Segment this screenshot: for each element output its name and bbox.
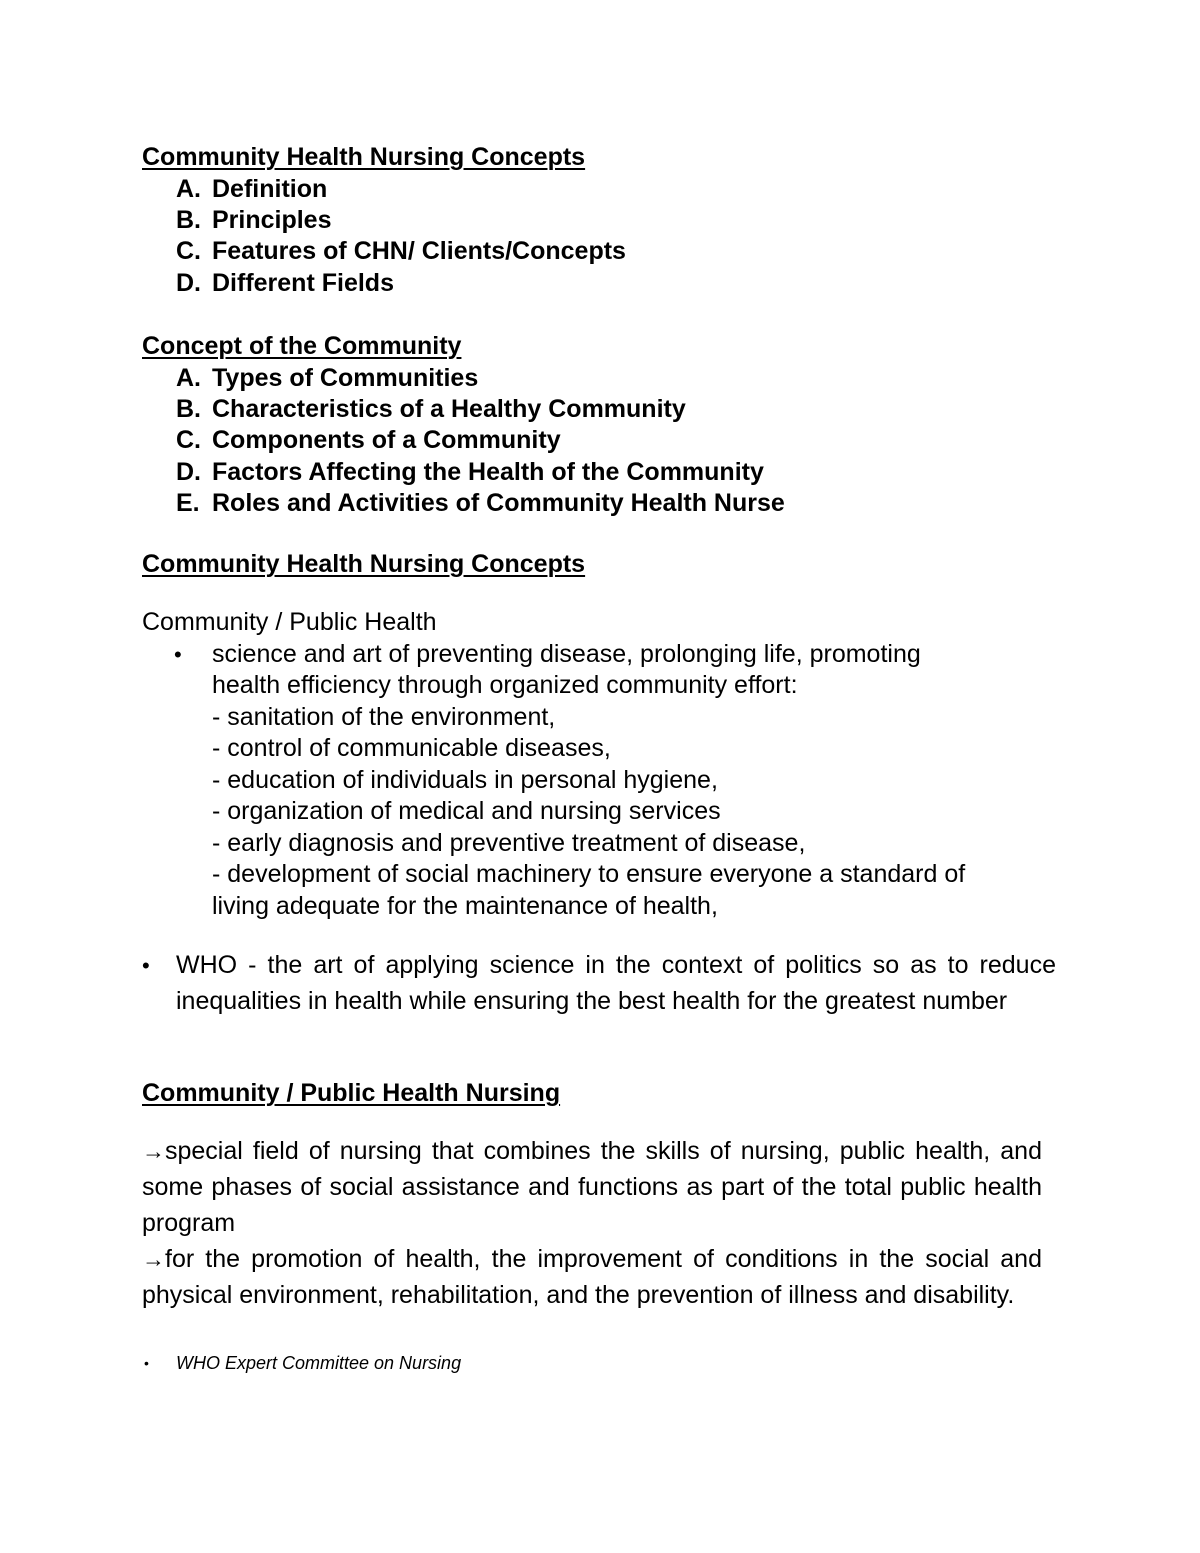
paragraph xyxy=(142,1241,1042,1313)
definition-line: - control of communicable diseases, xyxy=(212,734,611,762)
list-letter: D. xyxy=(176,458,201,486)
section-heading-public-health-nursing: Community / Public Health Nursing xyxy=(142,1079,561,1107)
definition-line: - sanitation of the environment, xyxy=(212,703,556,731)
list-item xyxy=(176,174,327,205)
list-text: Definition xyxy=(212,175,328,203)
bullet-icon: • xyxy=(174,642,182,667)
list-text: Different Fields xyxy=(212,269,394,297)
list-letter: E. xyxy=(176,489,200,517)
list-item xyxy=(176,488,785,519)
arrow-right-icon: → xyxy=(142,1246,165,1272)
definition-line: living adequate for the maintenance of health, xyxy=(212,892,718,920)
list-letter: B. xyxy=(176,206,201,234)
definition-line: science and art of preventing disease, prolonging life, promoting xyxy=(212,640,921,668)
arrow-right-icon: → xyxy=(142,1138,165,1164)
section-heading-concept-community: Concept of the Community xyxy=(142,332,462,360)
paragraph-text: special field of nursing that combines the skills of nursing, public health, and some phases of social assistance and functions as part of the total public health program xyxy=(142,1137,1042,1237)
list-letter: C. xyxy=(176,237,201,265)
list-letter: C. xyxy=(176,426,201,454)
list-letter: A. xyxy=(176,364,201,392)
list-text: Factors Affecting the Health of the Community xyxy=(212,458,764,486)
list-letter: B. xyxy=(176,395,201,423)
bullet-icon: • xyxy=(142,953,150,978)
subheading-community-public-health: Community / Public Health xyxy=(142,608,437,636)
paragraph-text: for the promotion of health, the improvement of conditions in the social and physical environment, rehabilitation, and the prevention of illness and disability. xyxy=(142,1245,1042,1309)
list-text: Features of CHN/ Clients/Concepts xyxy=(212,237,626,265)
definition-line: health efficiency through organized community effort: xyxy=(212,671,798,699)
definition-line: - education of individuals in personal hygiene, xyxy=(212,766,718,794)
list-item xyxy=(176,394,686,425)
list-letter: A. xyxy=(176,175,201,203)
list-item xyxy=(176,425,561,456)
list-item xyxy=(176,363,478,394)
who-definition: WHO - the art of applying science in the context of politics so as to reduce inequalities in health while ensuring the best health for the greatest number xyxy=(176,951,1056,1015)
definition-line: - development of social machinery to ensure everyone a standard of xyxy=(212,860,966,888)
list-text: Characteristics of a Healthy Community xyxy=(212,395,686,423)
list-text: Types of Communities xyxy=(212,364,479,392)
list-item xyxy=(176,268,394,299)
section-heading-chn-concepts-2: Community Health Nursing Concepts xyxy=(142,550,586,578)
list-text: Principles xyxy=(212,206,332,234)
definition-line: - early diagnosis and preventive treatment of disease, xyxy=(212,829,806,857)
list-item xyxy=(176,236,626,267)
list-item xyxy=(176,457,764,488)
small-bullet-icon: • xyxy=(144,1355,149,1371)
list-text: Roles and Activities of Community Health Nurse xyxy=(212,489,785,517)
list-item xyxy=(176,205,332,236)
source-citation: WHO Expert Committee on Nursing xyxy=(176,1353,462,1373)
definition-line: - organization of medical and nursing services xyxy=(212,797,721,825)
list-text: Components of a Community xyxy=(212,426,561,454)
paragraph xyxy=(142,1133,1042,1241)
section-heading-chn-concepts: Community Health Nursing Concepts xyxy=(142,143,586,171)
list-letter: D. xyxy=(176,269,201,297)
